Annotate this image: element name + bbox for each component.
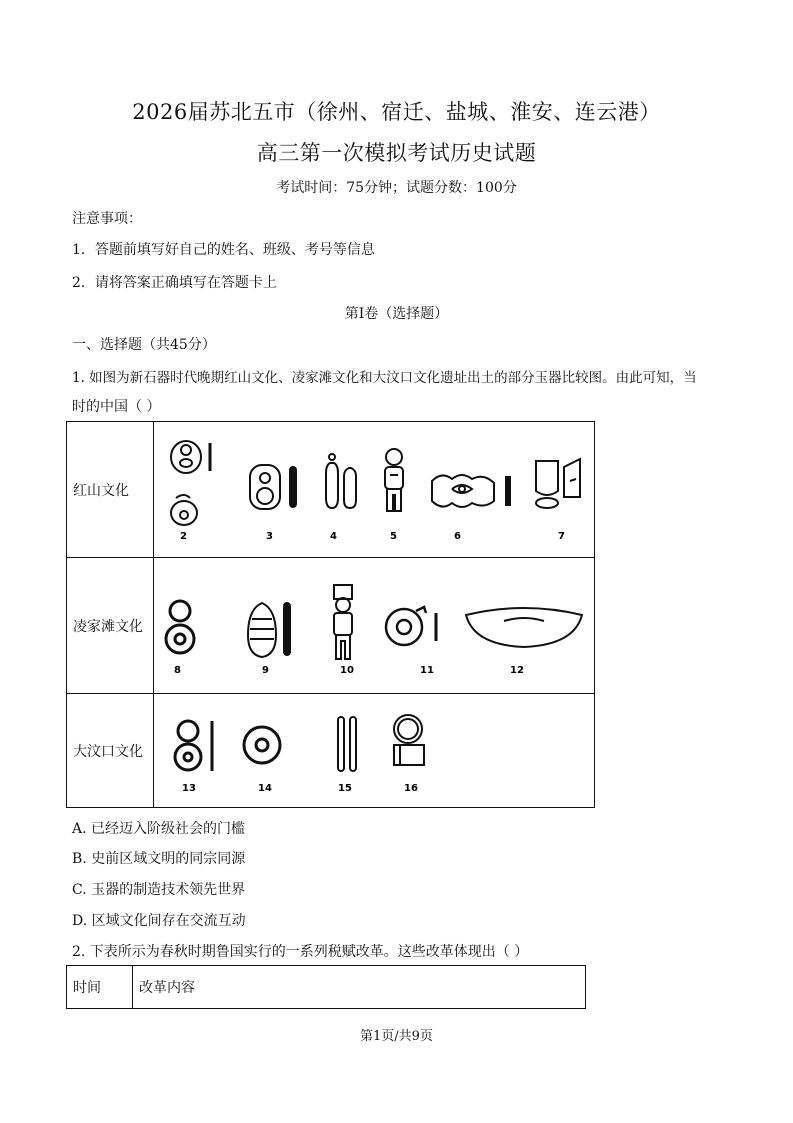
q2-table-header [67, 966, 586, 1009]
label-9: 9 [262, 665, 269, 676]
jade-comparison-figure [66, 421, 595, 808]
col-time: 时间 [67, 966, 133, 1009]
note-item-1: 1．答题前填写好自己的姓名、班级、考号等信息 [72, 242, 375, 258]
label-13: 13 [182, 783, 196, 794]
jade-images-hongshan [154, 422, 595, 558]
jade-artifact-14 [244, 727, 280, 763]
jade-artifact-6 [432, 475, 510, 507]
jade-drawings-row3 [154, 695, 594, 806]
note-item-2: 2．请将答案正确填写在答题卡上 [72, 275, 277, 291]
q1-option-c[interactable]: C. 玉器的制造技术领先世界 [72, 882, 246, 898]
label-6: 6 [454, 531, 461, 542]
q1-stem-line1: 1. 如图为新石器时代晚期红山文化、凌家滩文化和大汶口文化遗址出土的部分玉器比较图。由此可知，当 [72, 370, 697, 386]
jade-artifact-10 [334, 585, 352, 659]
notes-heading: 注意事项： [72, 211, 142, 227]
label-14: 14 [258, 783, 272, 794]
q1-stem-line2: 时的中国（ ） [72, 399, 161, 415]
q2-table [66, 965, 586, 1009]
jade-artifact-5 [385, 449, 403, 511]
label-5: 5 [390, 531, 397, 542]
exam-title-line2: 高三第一次模拟考试历史试题 [256, 141, 537, 165]
q1-option-d[interactable]: D. 区域文化间存在交流互动 [72, 913, 246, 929]
exam-title-line1: 2026届苏北五市（徐州、宿迁、盐城、淮安、连云港） [132, 100, 661, 124]
jade-artifact-7 [536, 459, 580, 508]
label-11: 11 [420, 665, 434, 676]
jade-artifact-4 [326, 454, 356, 508]
label-15: 15 [338, 783, 352, 794]
jade-artifact-3 [250, 465, 296, 509]
col-content: 改革内容 [133, 966, 586, 1009]
q1-option-b[interactable]: B. 史前区域文明的同宗同源 [72, 851, 246, 867]
jade-artifact-8 [166, 601, 194, 653]
jade-artifact-16 [394, 715, 424, 765]
jade-images-lingjiatan [154, 558, 595, 694]
label-12: 12 [510, 665, 524, 676]
jade-artifact-11 [386, 607, 436, 645]
figure-row-lingjiatan [67, 558, 595, 694]
figure-row-hongshan [67, 422, 595, 558]
label-7: 7 [558, 531, 565, 542]
q2-stem: 2. 下表所示为春秋时期鲁国实行的一系列税赋改革。这些改革体现出（ ） [72, 944, 529, 960]
jade-images-dawenkou [154, 694, 595, 808]
label-2: 2 [180, 531, 187, 542]
page-number: 第1页/共9页 [360, 1029, 433, 1044]
label-8: 8 [174, 665, 181, 676]
culture-label: 大汶口文化 [67, 694, 154, 808]
culture-label: 凌家滩文化 [67, 558, 154, 694]
jade-artifact-15 [338, 717, 356, 771]
jade-artifact-13 [175, 721, 212, 771]
label-3: 3 [266, 531, 273, 542]
exam-info: 考试时间：75分钟；试题分数：100分 [276, 180, 517, 196]
jade-artifact-2 [171, 441, 210, 525]
volume-heading: 第I卷（选择题） [344, 306, 449, 322]
q1-option-a[interactable]: A. 已经迈入阶级社会的门槛 [72, 821, 246, 837]
label-16: 16 [404, 783, 418, 794]
jade-drawings-row1 [154, 423, 594, 556]
jade-artifact-12 [466, 608, 582, 647]
label-4: 4 [330, 531, 337, 542]
part-heading: 一、选择题（共45分） [72, 337, 216, 353]
figure-row-dawenkou [67, 694, 595, 808]
culture-label: 红山文化 [67, 422, 154, 558]
jade-drawings-row2 [154, 559, 594, 692]
jade-artifact-9 [248, 603, 290, 657]
label-10: 10 [340, 665, 354, 676]
